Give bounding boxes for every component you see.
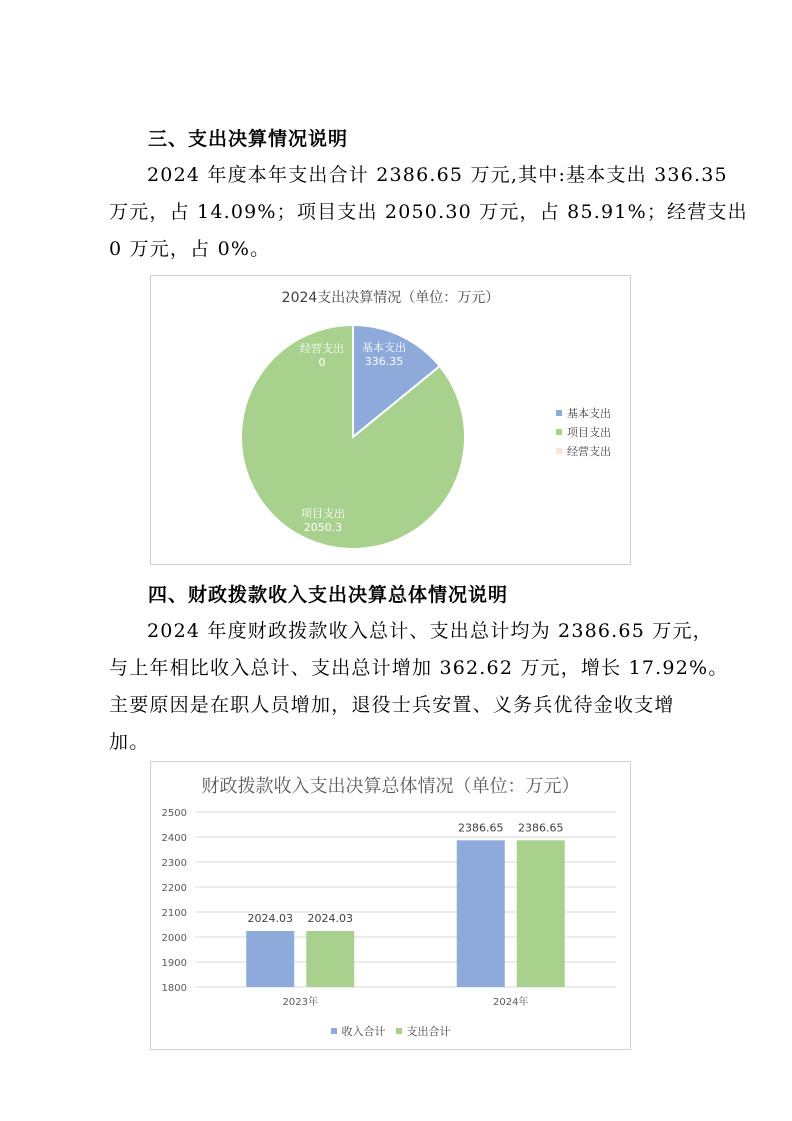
pie-legend bbox=[556, 403, 611, 460]
pie-label-project-value: 2050.3 bbox=[303, 521, 343, 534]
section-4-paragraph bbox=[109, 613, 729, 761]
bar-y-tick-label: 2500 bbox=[161, 808, 187, 819]
bar-y-tick-label: 1800 bbox=[161, 983, 187, 994]
bar-data-label: 2386.65 bbox=[458, 821, 504, 835]
bar-chart-plot bbox=[151, 762, 630, 1049]
bar-data-label: 2024.03 bbox=[307, 911, 353, 925]
bar-y-tick-label: 2400 bbox=[161, 833, 187, 844]
pie-label-basic-name: 基本支出 bbox=[362, 341, 406, 354]
section-4-heading: 四、财政拨款收入支出决算总体情况说明 bbox=[148, 584, 509, 606]
bar-legend bbox=[151, 1021, 630, 1040]
bar-expense-0 bbox=[306, 931, 354, 987]
bar-y-tick-label: 2200 bbox=[161, 883, 187, 894]
bar-legend-swatch bbox=[396, 1028, 402, 1034]
pie-legend-swatch bbox=[556, 448, 562, 454]
pie-legend-swatch bbox=[556, 429, 562, 435]
pie-label-operating-value: 0 bbox=[318, 356, 326, 369]
pie-label-basic-value: 336.35 bbox=[364, 355, 404, 368]
bar-income-1 bbox=[457, 840, 505, 987]
bar-legend-label: 收入合计 bbox=[341, 1024, 386, 1038]
pie-legend-label: 项目支出 bbox=[567, 425, 611, 439]
bar-x-tick-label: 2024年 bbox=[493, 997, 529, 1008]
bar-data-label: 2024.03 bbox=[247, 911, 293, 925]
bar-legend-swatch bbox=[331, 1028, 337, 1034]
section-4-line-3: 主要原因是在职人员增加，退役士兵安置、义务兵优待金收支增 bbox=[109, 694, 675, 716]
section-4-line-1: 2024 年度财政拨款收入总计、支出总计均为 2386.65 万元， bbox=[147, 620, 713, 642]
pie-legend-item bbox=[556, 422, 611, 441]
bar-legend-label: 支出合计 bbox=[406, 1024, 451, 1038]
section-3-line-2: 万元，占 14.09%；项目支出 2050.30 万元，占 85.91%；经营支出 bbox=[109, 201, 748, 223]
bar-chart-title: 财政拨款收入支出决算总体情况（单位：万元） bbox=[201, 776, 580, 797]
bar-income-0 bbox=[246, 931, 294, 987]
bar-x-tick-label: 2023年 bbox=[282, 997, 318, 1008]
bar-y-tick-label: 1900 bbox=[161, 958, 187, 969]
bar-y-tick-label: 2000 bbox=[161, 933, 187, 944]
section-3-heading: 三、支出决算情况说明 bbox=[148, 128, 349, 150]
bar-legend-item bbox=[396, 1021, 451, 1040]
section-3-line-3: 0 万元，占 0%。 bbox=[109, 238, 271, 260]
bar-expense-1 bbox=[517, 840, 565, 987]
bar-data-label: 2386.65 bbox=[518, 821, 564, 835]
bar-legend-item bbox=[331, 1021, 386, 1040]
pie-chart-title: 2024支出决算情况（单位：万元） bbox=[281, 290, 500, 306]
pie-legend-label: 经营支出 bbox=[567, 444, 611, 458]
pie-legend-swatch bbox=[556, 410, 562, 416]
section-4-line-4: 加。 bbox=[109, 731, 150, 753]
pie-chart bbox=[150, 275, 631, 565]
bar-y-tick-label: 2100 bbox=[161, 908, 187, 919]
bar-chart bbox=[150, 761, 631, 1050]
pie-legend-item bbox=[556, 441, 611, 460]
pie-legend-label: 基本支出 bbox=[567, 406, 611, 420]
bar-y-tick-label: 2300 bbox=[161, 858, 187, 869]
pie-label-project-name: 项目支出 bbox=[301, 507, 345, 520]
pie-legend-item bbox=[556, 403, 611, 422]
section-4-line-2: 与上年相比收入总计、支出总计增加 362.62 万元，增长 17.92%。 bbox=[109, 657, 729, 679]
section-3-paragraph bbox=[109, 157, 748, 268]
pie-label-operating-name: 经营支出 bbox=[300, 342, 344, 355]
section-3-line-1: 2024 年度本年支出合计 2386.65 万元,其中:基本支出 336.35 bbox=[147, 164, 728, 186]
